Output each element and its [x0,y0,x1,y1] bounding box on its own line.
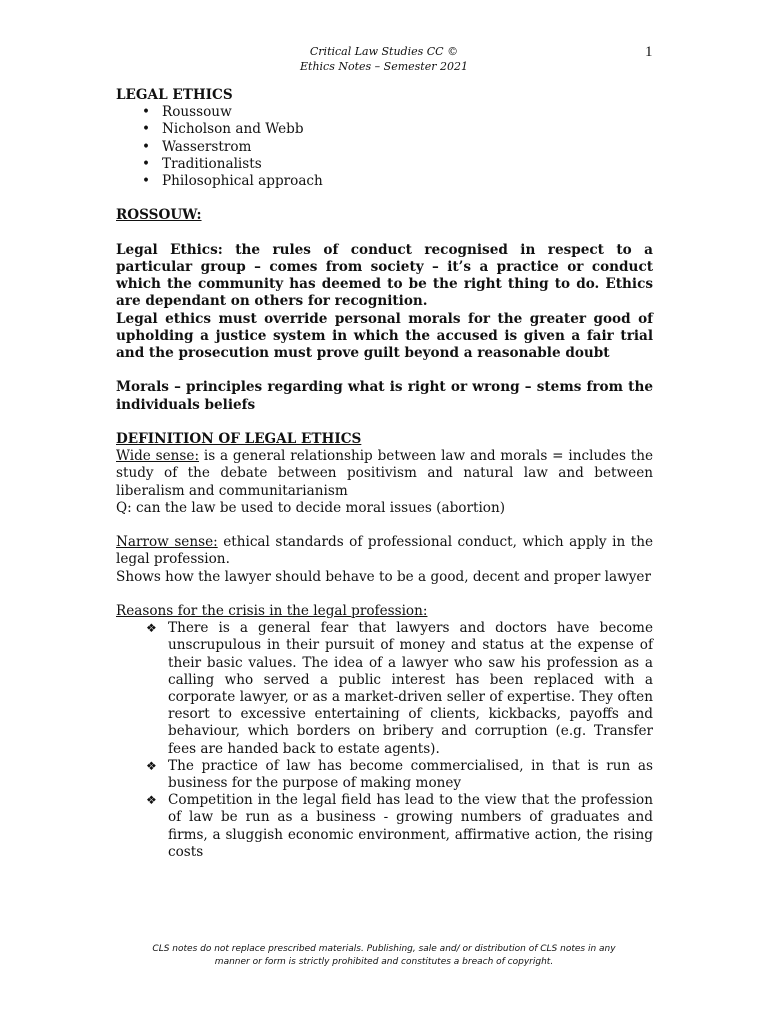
definition-heading: DEFINITION OF LEGAL ETHICS [116,431,362,447]
bullet-icon: • [142,121,151,138]
header-subtitle: Ethics Notes – Semester 2021 [300,60,468,73]
bullet-icon: • [142,173,151,190]
narrow-sense-label: Narrow sense: [116,534,218,551]
rossouw-heading: ROSSOUW: [116,207,202,224]
page-number: 1 [645,44,653,60]
list-item: ❖ The practice of law has become commercialised, in that is run as business for the purpose of making money [146,757,653,792]
legal-ethics-list [116,104,653,190]
rossouw-paragraph-3: Morals – principles regarding what is right or wrong – stems from the individuals beliefs [116,379,653,413]
copyright-notice-line-2: manner or form is strictly prohibited and constitutes a breach of copyright. [214,957,554,967]
question-line: Q: can the law be used to decide moral issues (abortion) [116,499,506,516]
wide-sense-paragraph [116,448,653,500]
diamond-bullet-icon: ❖ [146,621,157,636]
crisis-list [116,620,653,861]
page-body [116,87,653,861]
legal-ethics-heading: LEGAL ETHICS [116,87,233,103]
page-header [0,44,768,74]
diamond-bullet-icon: ❖ [146,793,157,808]
list-item: • Traditionalists [142,155,262,172]
rossouw-paragraph-1: Legal Ethics: the rules of conduct recognised in respect to a particular group – comes from society – it’s a practice or conduct which the community has deemed to be the right thing to do. Ethics are dependant on others for recognition. [116,241,653,310]
page-footer [0,943,768,969]
wide-sense-text: is a general relationship between law and morals = includes the study of the debate between positivism and natural law and between liberalism and communitarianism [116,448,654,499]
header-title: Critical Law Studies CC © [309,45,459,58]
rossouw-paragraph-2: Legal ethics must override personal morals for the greater good of upholding a justice system in which the accused is given a fair trial and the prosecution must prove guilt beyond a reasonable doubt [116,310,653,362]
narrow-sense-paragraph-2: Shows how the lawyer should behave to be a good, decent and proper lawyer [116,568,651,585]
copyright-notice-line-1: CLS notes do not replace prescribed materials. Publishing, sale and/ or distribution of CLS notes in any [152,944,616,954]
wide-sense-label: Wide sense: [116,448,200,465]
list-item: • Philosophical approach [142,173,323,190]
list-item: ❖ Competition in the legal field has lead to the view that the profession of law be run as a business - growing numbers of graduates and firms, a sluggish economic environment, affirmative action, the rising costs [146,792,653,860]
crisis-heading: Reasons for the crisis in the legal profession: [116,603,428,619]
list-item: • Roussouw [142,104,232,121]
narrow-sense-paragraph [116,534,653,568]
list-item: • Nicholson and Webb [142,121,304,138]
bullet-icon: • [142,155,151,172]
narrow-sense-text: ethical standards of professional conduct, which apply in the legal profession. [116,534,653,568]
list-item: ❖ There is a general fear that lawyers and doctors have become unscrupulous in their pursuit of money and status at the expense of their basic values. The idea of a lawyer who saw his profession as a calling who served a public interest has been replaced with a corporate lawyer, or as a market-driven seller of expertise. They often resort to excessive entertaining of clients, kickbacks, payoffs and behaviour, which borders on bribery and corruption (e.g. Transfer fees are handed back to estate agents). [146,620,653,757]
bullet-icon: • [142,138,151,155]
list-item: • Wasserstrom [142,138,252,155]
bullet-icon: • [142,104,151,121]
diamond-bullet-icon: ❖ [146,758,157,773]
